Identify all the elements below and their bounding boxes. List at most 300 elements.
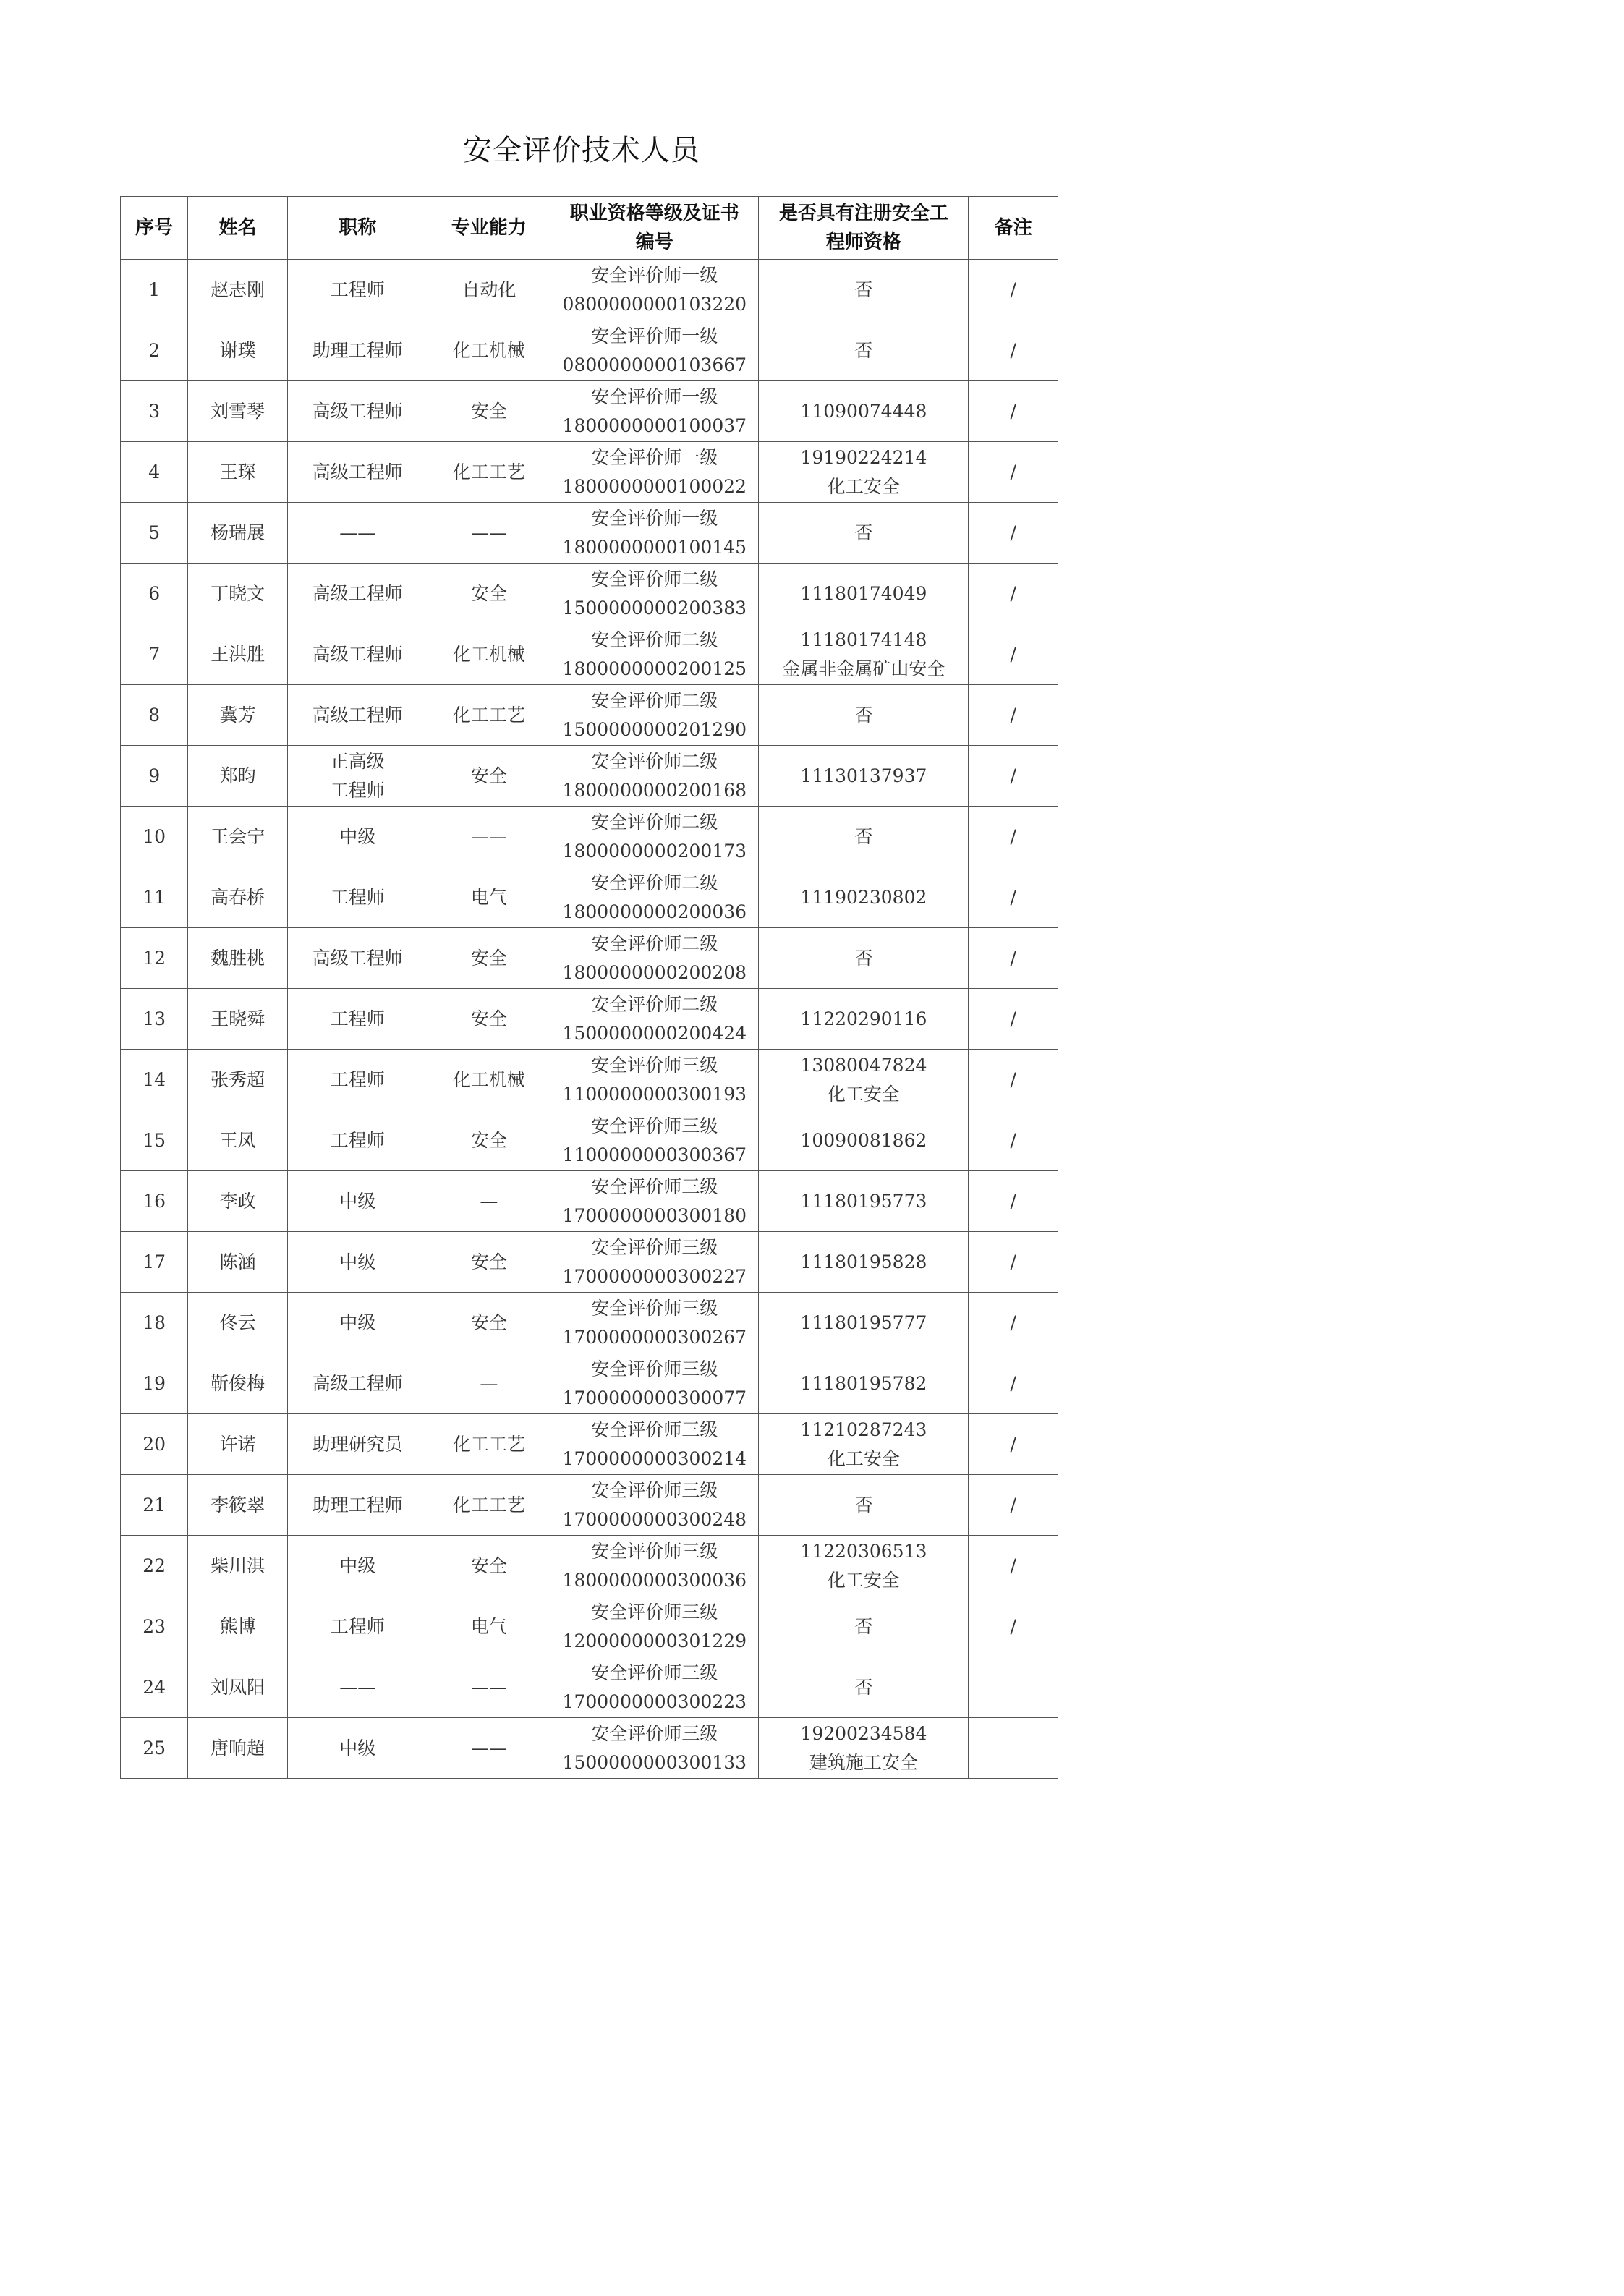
cell-specialty: —— [428,1657,550,1718]
cell-registered-line1: 19200234584 [800,1722,927,1744]
cell-qualification-level: 安全评价师一级 [591,446,718,468]
cell-remark: / [969,989,1058,1050]
cell-no: 19 [121,1353,188,1414]
cell-specialty: 化工工艺 [428,1475,550,1536]
cell-specialty: — [428,1353,550,1414]
cell-title [287,442,428,503]
cell-title-line1: 高级工程师 [312,461,403,482]
cell-certificate-number: 1800000000100037 [562,414,747,436]
cell-no: 10 [121,807,188,867]
cell-registered-line1: 11180195782 [800,1372,927,1394]
cell-qualification-level: 安全评价师一级 [591,386,718,407]
cell-no: 22 [121,1536,188,1596]
cell-title [287,1232,428,1293]
cell-registered [759,807,969,867]
cell-title [287,1293,428,1353]
cell-title-line2: 工程师 [330,779,385,801]
cell-title-line1: 中级 [339,1311,376,1333]
table-row [121,1718,1058,1779]
cell-registered [759,1657,969,1718]
cell-registered [759,564,969,624]
cell-name: 魏胜桃 [188,928,288,989]
cell-registered-line1: 否 [854,1676,873,1698]
cell-certificate-number: 1800000000200173 [562,840,747,862]
header-remark: 备注 [969,197,1058,260]
cell-title [287,1110,428,1171]
cell-remark: / [969,1536,1058,1596]
cell-title [287,503,428,564]
header-registered-line2: 程师资格 [825,231,901,253]
cell-title-line1: 工程师 [330,1615,385,1637]
cell-registered-line1: 11130137937 [800,765,927,786]
cell-specialty: 安全 [428,928,550,989]
cell-registered [759,1232,969,1293]
cell-specialty: 化工机械 [428,320,550,381]
cell-qualification [550,381,759,442]
header-specialty: 专业能力 [428,197,550,260]
cell-certificate-number: 1800000000200125 [562,658,747,679]
cell-name: 王会宁 [188,807,288,867]
cell-remark: / [969,867,1058,928]
cell-title [287,320,428,381]
cell-specialty: —— [428,503,550,564]
cell-remark: / [969,503,1058,564]
cell-registered-line2: 化工安全 [827,475,900,497]
cell-specialty: 化工工艺 [428,1414,550,1475]
table-row [121,1657,1058,1718]
cell-title [287,1050,428,1110]
cell-remark: / [969,260,1058,320]
cell-specialty: 安全 [428,989,550,1050]
cell-name: 冀芳 [188,685,288,746]
cell-title [287,1353,428,1414]
cell-name: 李政 [188,1171,288,1232]
cell-no: 4 [121,442,188,503]
cell-name: 郑昀 [188,746,288,807]
cell-no: 3 [121,381,188,442]
cell-registered-line2: 金属非金属矿山安全 [782,658,945,679]
cell-certificate-number: 1800000000300036 [562,1569,747,1591]
cell-remark [969,1718,1058,1779]
cell-certificate-number: 1800000000200168 [562,779,747,801]
cell-certificate-number: 1700000000300214 [562,1447,747,1469]
cell-remark: / [969,320,1058,381]
cell-remark: / [969,746,1058,807]
cell-title-line1: 工程师 [330,279,385,300]
cell-title [287,381,428,442]
cell-remark: / [969,928,1058,989]
cell-name: 杨瑞展 [188,503,288,564]
cell-certificate-number: 0800000000103220 [562,293,747,315]
cell-title [287,685,428,746]
cell-title-line1: 高级工程师 [312,400,403,422]
cell-title [287,1596,428,1657]
cell-remark: / [969,1293,1058,1353]
cell-registered [759,989,969,1050]
cell-certificate-number: 1700000000300223 [562,1691,747,1712]
cell-no: 14 [121,1050,188,1110]
cell-no: 20 [121,1414,188,1475]
cell-qualification [550,320,759,381]
cell-no: 21 [121,1475,188,1536]
cell-certificate-number: 1700000000300227 [562,1265,747,1287]
cell-specialty: 化工工艺 [428,442,550,503]
table-row [121,442,1058,503]
cell-registered-line1: 11180174148 [800,629,927,650]
table-row [121,1414,1058,1475]
cell-qualification [550,1050,759,1110]
cell-qualification-level: 安全评价师二级 [591,629,718,650]
table-row [121,1232,1058,1293]
cell-name: 靳俊梅 [188,1353,288,1414]
table-header-row [121,197,1058,260]
header-qualification-line1: 职业资格等级及证书 [569,203,739,224]
cell-qualification [550,685,759,746]
cell-registered [759,1110,969,1171]
cell-qualification [550,260,759,320]
cell-certificate-number: 0800000000103667 [562,354,747,375]
cell-title [287,1718,428,1779]
cell-name: 刘雪琴 [188,381,288,442]
table-row [121,1293,1058,1353]
cell-name: 柴川淇 [188,1536,288,1596]
cell-registered [759,685,969,746]
cell-registered [759,381,969,442]
cell-specialty: —— [428,1718,550,1779]
cell-specialty: 安全 [428,381,550,442]
cell-title [287,867,428,928]
cell-specialty: 安全 [428,1110,550,1171]
cell-no: 9 [121,746,188,807]
cell-registered [759,1596,969,1657]
cell-qualification-level: 安全评价师三级 [591,1358,718,1379]
cell-specialty: 安全 [428,1536,550,1596]
page-title: 安全评价技术人员 [463,134,700,167]
cell-registered-line1: 11220306513 [800,1540,927,1562]
cell-qualification-level: 安全评价师二级 [591,689,718,711]
cell-registered-line1: 11190230802 [800,886,927,908]
table-row [121,503,1058,564]
cell-certificate-number: 1700000000300267 [562,1326,747,1348]
cell-qualification [550,1596,759,1657]
cell-title-line1: 中级 [339,1555,376,1576]
cell-qualification-level: 安全评价师二级 [591,872,718,893]
table-row [121,1536,1058,1596]
cell-title [287,807,428,867]
cell-certificate-number: 1100000000300193 [562,1083,747,1105]
table-row [121,564,1058,624]
cell-title [287,928,428,989]
cell-specialty: 电气 [428,1596,550,1657]
table-body [121,260,1058,1779]
cell-registered [759,1353,969,1414]
cell-name: 王琛 [188,442,288,503]
cell-qualification [550,1293,759,1353]
cell-no: 16 [121,1171,188,1232]
cell-qualification-level: 安全评价师三级 [591,1722,718,1744]
table-row [121,1110,1058,1171]
cell-title-line1: 助理工程师 [312,1494,403,1515]
cell-title [287,624,428,685]
cell-registered-line1: 否 [854,1615,873,1637]
cell-title [287,1171,428,1232]
cell-registered [759,1050,969,1110]
cell-name: 熊博 [188,1596,288,1657]
cell-title [287,564,428,624]
cell-qualification-level: 安全评价师二级 [591,993,718,1015]
cell-remark: / [969,1475,1058,1536]
cell-name: 佟云 [188,1293,288,1353]
cell-registered [759,1414,969,1475]
cell-name: 陈涵 [188,1232,288,1293]
cell-qualification [550,1657,759,1718]
cell-registered [759,503,969,564]
cell-specialty: —— [428,807,550,867]
cell-qualification-level: 安全评价师三级 [591,1479,718,1501]
cell-qualification-level: 安全评价师三级 [591,1115,718,1136]
cell-registered-line1: 否 [854,947,873,969]
cell-registered-line1: 11180195828 [800,1251,927,1272]
cell-no: 25 [121,1718,188,1779]
cell-no: 17 [121,1232,188,1293]
cell-no: 24 [121,1657,188,1718]
cell-registered-line2: 化工安全 [827,1569,900,1591]
table-row [121,989,1058,1050]
cell-remark: / [969,442,1058,503]
cell-no: 7 [121,624,188,685]
cell-qualification-level: 安全评价师三级 [591,1054,718,1076]
cell-no: 5 [121,503,188,564]
cell-registered [759,624,969,685]
cell-specialty: 化工工艺 [428,685,550,746]
cell-qualification-level: 安全评价师一级 [591,264,718,286]
cell-title-line1: 中级 [339,1190,376,1212]
cell-title-line1: 工程师 [330,1129,385,1151]
cell-title-line1: 中级 [339,825,376,847]
cell-title [287,1536,428,1596]
cell-registered [759,746,969,807]
table-row [121,624,1058,685]
cell-name: 王洪胜 [188,624,288,685]
cell-certificate-number: 1700000000300248 [562,1508,747,1530]
cell-qualification [550,928,759,989]
cell-qualification-level: 安全评价师三级 [591,1419,718,1440]
table-row [121,381,1058,442]
cell-qualification-level: 安全评价师三级 [591,1662,718,1683]
cell-no: 12 [121,928,188,989]
cell-title [287,1475,428,1536]
cell-title-line1: 工程师 [330,886,385,908]
cell-title [287,746,428,807]
table-row [121,807,1058,867]
cell-certificate-number: 1800000000100145 [562,536,747,558]
cell-registered [759,1171,969,1232]
cell-remark: / [969,1596,1058,1657]
cell-registered [759,260,969,320]
cell-qualification-level: 安全评价师三级 [591,1601,718,1623]
cell-title-line1: 中级 [339,1251,376,1272]
cell-registered [759,1475,969,1536]
cell-qualification [550,867,759,928]
cell-qualification-level: 安全评价师二级 [591,932,718,954]
cell-qualification-level: 安全评价师三级 [591,1175,718,1197]
cell-certificate-number: 1100000000300367 [562,1144,747,1165]
cell-qualification [550,1171,759,1232]
cell-registered-line1: 19190224214 [800,446,927,468]
cell-no: 6 [121,564,188,624]
cell-no: 8 [121,685,188,746]
cell-registered-line2: 建筑施工安全 [809,1751,918,1773]
table-row [121,1050,1058,1110]
cell-registered-line1: 13080047824 [800,1054,927,1076]
cell-name: 唐晌超 [188,1718,288,1779]
cell-qualification [550,1475,759,1536]
cell-registered-line1: 11180174049 [800,582,927,604]
cell-qualification [550,1232,759,1293]
cell-registered [759,867,969,928]
cell-registered-line1: 否 [854,825,873,847]
cell-remark: / [969,1110,1058,1171]
cell-remark: / [969,1232,1058,1293]
cell-title [287,1414,428,1475]
cell-registered-line1: 否 [854,1494,873,1515]
cell-qualification [550,503,759,564]
cell-registered-line1: 11090074448 [800,400,927,422]
cell-specialty: 安全 [428,1232,550,1293]
cell-specialty: 安全 [428,1293,550,1353]
cell-qualification [550,989,759,1050]
cell-qualification-level: 安全评价师一级 [591,325,718,346]
cell-specialty: — [428,1171,550,1232]
cell-specialty: 安全 [428,564,550,624]
cell-registered [759,1536,969,1596]
header-no: 序号 [121,197,188,260]
cell-registered-line1: 否 [854,279,873,300]
cell-title [287,1657,428,1718]
cell-qualification [550,807,759,867]
cell-registered-line1: 11180195773 [800,1190,927,1212]
cell-qualification-level: 安全评价师二级 [591,811,718,833]
cell-title-line1: 正高级 [330,750,385,772]
cell-remark: / [969,381,1058,442]
cell-certificate-number: 1800000000200208 [562,961,747,983]
cell-title-line1: —— [339,522,376,543]
cell-qualification [550,1353,759,1414]
cell-name: 许诺 [188,1414,288,1475]
cell-certificate-number: 1800000000200036 [562,901,747,922]
cell-remark: / [969,807,1058,867]
cell-title-line1: 高级工程师 [312,947,403,969]
cell-registered-line1: 否 [854,339,873,361]
cell-no: 2 [121,320,188,381]
cell-name: 赵志刚 [188,260,288,320]
cell-title-line1: 助理工程师 [312,339,403,361]
cell-no: 1 [121,260,188,320]
cell-registered-line1: 11210287243 [800,1419,927,1440]
cell-registered [759,1293,969,1353]
cell-remark: / [969,1050,1058,1110]
cell-name: 张秀超 [188,1050,288,1110]
cell-title-line1: —— [339,1676,376,1698]
cell-certificate-number: 1500000000201290 [562,718,747,740]
header-title: 职称 [287,197,428,260]
table-row [121,685,1058,746]
cell-certificate-number: 1500000000200383 [562,597,747,618]
cell-name: 刘凤阳 [188,1657,288,1718]
cell-qualification [550,442,759,503]
cell-name: 王凤 [188,1110,288,1171]
cell-registered-line2: 化工安全 [827,1083,900,1105]
cell-no: 11 [121,867,188,928]
table-row [121,1171,1058,1232]
cell-title-line1: 工程师 [330,1008,385,1029]
cell-title-line1: 高级工程师 [312,1372,403,1394]
table-row [121,746,1058,807]
cell-qualification [550,1110,759,1171]
table-row [121,320,1058,381]
header-name: 姓名 [188,197,288,260]
table-row [121,1353,1058,1414]
cell-registered-line1: 否 [854,522,873,543]
table-row [121,1475,1058,1536]
cell-qualification-level: 安全评价师二级 [591,568,718,590]
cell-registered [759,320,969,381]
staff-table [120,196,1058,1779]
cell-name: 李筱翠 [188,1475,288,1536]
cell-qualification-level: 安全评价师一级 [591,507,718,529]
table-row [121,260,1058,320]
header-registered-line1: 是否具有注册安全工 [778,203,948,224]
cell-remark: / [969,564,1058,624]
cell-registered [759,1718,969,1779]
cell-remark: / [969,624,1058,685]
cell-name: 高春桥 [188,867,288,928]
header-registered [759,197,969,260]
cell-remark [969,1657,1058,1718]
cell-name: 谢璞 [188,320,288,381]
cell-specialty: 化工机械 [428,1050,550,1110]
cell-certificate-number: 1700000000300077 [562,1387,747,1408]
cell-qualification-level: 安全评价师三级 [591,1236,718,1258]
cell-remark: / [969,1353,1058,1414]
cell-remark: / [969,685,1058,746]
table-row [121,928,1058,989]
cell-certificate-number: 1500000000300133 [562,1751,747,1773]
cell-registered [759,928,969,989]
cell-registered-line1: 11220290116 [800,1008,927,1029]
header-qualification [550,197,759,260]
cell-title-line1: 高级工程师 [312,704,403,726]
cell-certificate-number: 1700000000300180 [562,1204,747,1226]
cell-qualification [550,564,759,624]
cell-title-line1: 高级工程师 [312,643,403,665]
cell-registered-line1: 否 [854,704,873,726]
cell-qualification-level: 安全评价师三级 [591,1540,718,1562]
cell-remark: / [969,1171,1058,1232]
cell-registered-line2: 化工安全 [827,1447,900,1469]
cell-registered-line1: 11180195777 [800,1311,927,1333]
cell-qualification-level: 安全评价师三级 [591,1297,718,1319]
cell-certificate-number: 1800000000100022 [562,475,747,497]
cell-remark: / [969,1414,1058,1475]
cell-no: 15 [121,1110,188,1171]
cell-title-line1: 工程师 [330,1068,385,1090]
cell-no: 13 [121,989,188,1050]
cell-specialty: 电气 [428,867,550,928]
cell-certificate-number: 1200000000301229 [562,1630,747,1651]
cell-title-line1: 高级工程师 [312,582,403,604]
cell-qualification [550,624,759,685]
